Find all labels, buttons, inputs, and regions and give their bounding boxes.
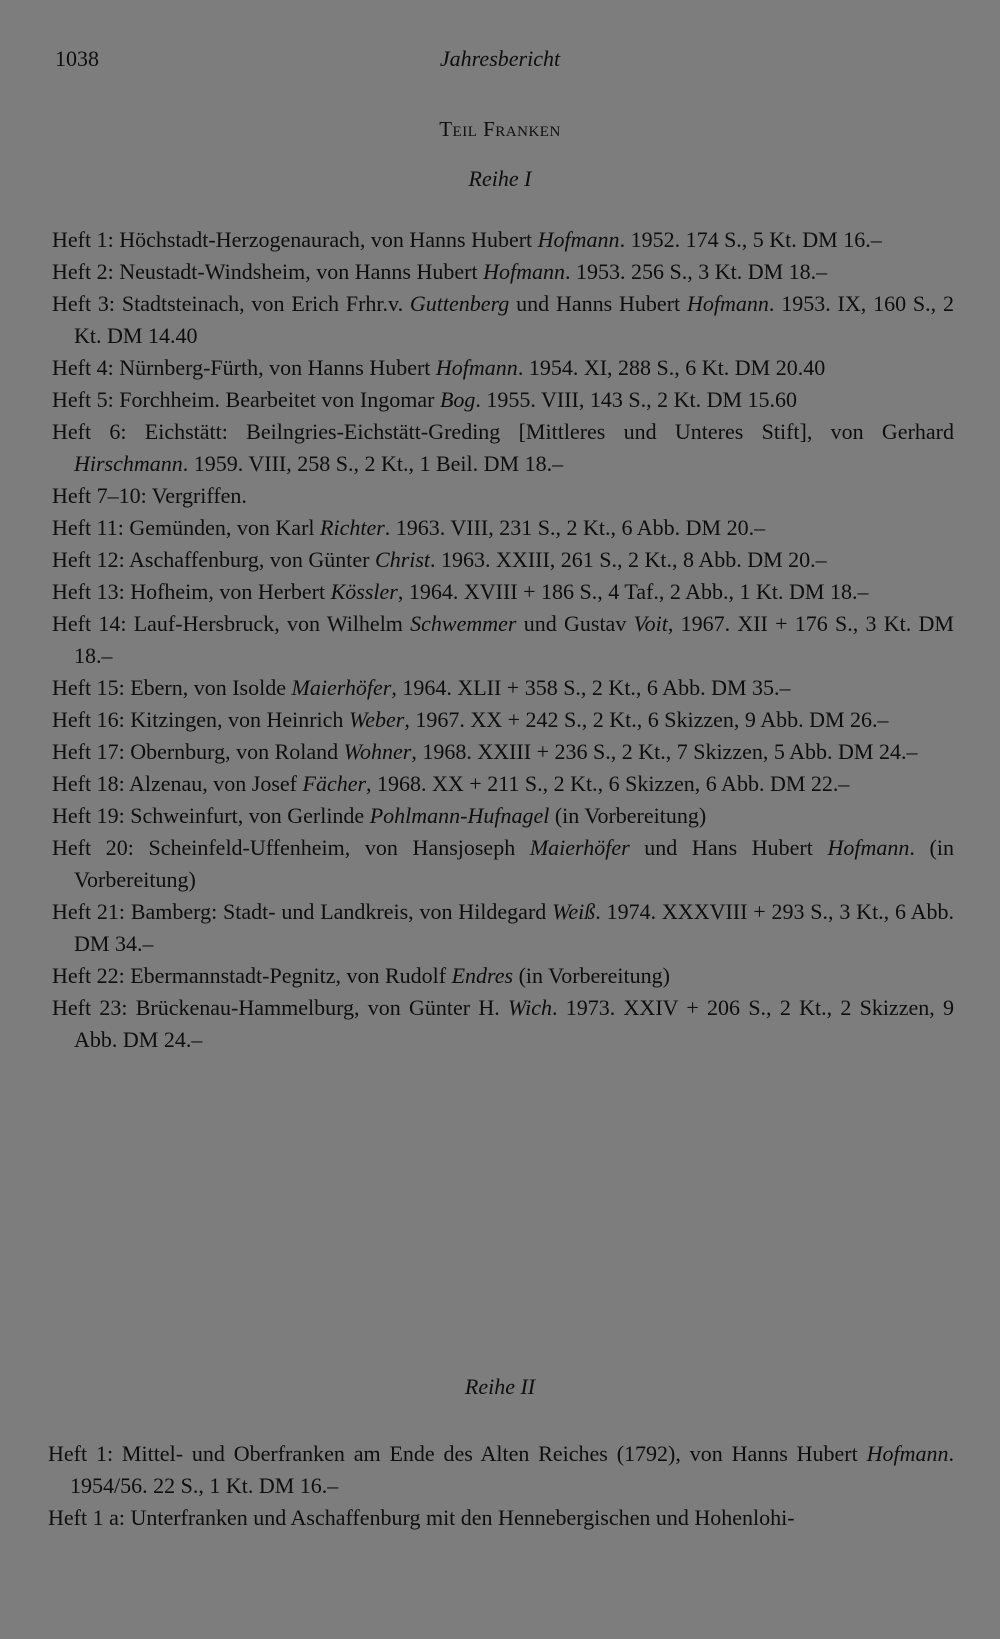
entry-author: Maierhöfer [291,675,392,700]
list-item [52,288,954,352]
entry-list [0,224,1000,1056]
entry-text: und Hanns Hubert [509,291,687,316]
entry-text: . 1973. XXIV + 206 S., 2 Kt., 2 Skizzen, 9 Abb. DM 24.– [74,995,954,1052]
entry-author: Weber [348,707,405,732]
list-item [52,608,954,672]
list-item [52,224,954,256]
section-title: Teil Franken [439,117,561,141]
entry-text: Heft 12: Aschaffenburg, von Günter [52,547,376,572]
list-item [52,736,954,768]
entry-text: Heft 22: Ebermannstadt-Pegnitz, von Rudolf [52,963,452,988]
entry-author: Schwemmer [410,611,517,636]
entry-author: Maierhöfer [529,835,630,860]
entry-list [0,1438,1000,1534]
list-item [52,416,954,480]
entry-text: . 1953. IX, 160 S., 2 Kt. DM 14.40 [74,291,954,348]
list-item [52,480,954,512]
entry-text: (in Vorbereitung) [513,963,670,988]
entry-author: Bog [439,387,476,412]
entry-author: Wich [508,995,553,1020]
entry-text: . 1959. VIII, 258 S., 2 Kt., 1 Beil. DM 18.– [182,451,564,476]
list-item [52,256,954,288]
entry-author: Hofmann [537,227,620,252]
series-title: Reihe I [468,166,532,191]
page-number: 1038 [55,46,99,71]
entry-author: Christ [375,547,431,572]
entry-text: Heft 17: Obernburg, von Roland [52,739,344,764]
list-item [52,576,954,608]
entry-author: Endres [451,963,514,988]
list-item [48,1502,954,1534]
entry-author: Pohlmann-Hufnagel [369,803,550,828]
entry-text: Heft 18: Alzenau, von Josef [52,771,303,796]
entry-text: Heft 14: Lauf-Hersbruck, von Wilhelm [52,611,411,636]
entry-text: . 1974. XXXVIII + 293 S., 3 Kt., 6 Abb. DM 34.– [74,899,954,956]
entry-text: Heft 15: Ebern, von Isolde [52,675,292,700]
entry-author: Hofmann [435,355,518,380]
entry-text: Heft 1: Mittel- und Oberfranken am Ende des Alten Reiches (1792), von Hanns Hubert [48,1441,867,1466]
entry-author: Kössler [330,579,398,604]
entry-text: , 1967. XX + 242 S., 2 Kt., 6 Skizzen, 9 Abb. DM 26.– [404,707,889,732]
entry-author: Wohner [343,739,412,764]
entry-text: Heft 2: Neustadt-Windsheim, von Hanns Hubert [52,259,484,284]
entry-author: Weiß [552,899,596,924]
entry-author: Guttenberg [409,291,510,316]
entry-text: Heft 20: Scheinfeld-Uffenheim, von Hansjoseph [52,835,530,860]
entry-text: und Hans Hubert [629,835,828,860]
entry-text: . 1953. 256 S., 3 Kt. DM 18.– [564,259,828,284]
entry-author: Hofmann [866,1441,949,1466]
entry-text: Heft 1 a: Unterfranken und Aschaffenburg mit den Hennebergischen und Hohenlohi- [48,1505,795,1530]
entry-text: . 1963. XXIII, 261 S., 2 Kt., 8 Abb. DM 20.– [430,547,827,572]
list-item [52,896,954,960]
list-item [52,992,954,1056]
entry-text: Heft 4: Nürnberg-Fürth, von Hanns Hubert [52,355,436,380]
list-item [52,832,954,896]
entry-text: Heft 13: Hofheim, von Herbert [52,579,331,604]
entry-author: Fächer [302,771,367,796]
entry-text: , 1964. XLII + 358 S., 2 Kt., 6 Abb. DM 35.– [391,675,791,700]
entry-author: Voit [633,611,668,636]
entry-text: . 1954/56. 22 S., 1 Kt. DM 16.– [70,1441,954,1498]
running-title: Jahresbericht [439,46,561,71]
entry-text: und Gustav [516,611,634,636]
entry-text: , 1968. XX + 211 S., 2 Kt., 6 Skizzen, 6 Abb. DM 22.– [366,771,850,796]
entry-author: Hofmann [827,835,910,860]
entry-text: (in Vorbereitung) [549,803,707,828]
list-item [48,1438,954,1502]
entry-text: Heft 6: Eichstätt: Beilngries-Eichstätt-Greding [Mittleres und Unteres Stift], von Gerhard [52,419,954,444]
list-item [52,800,954,832]
list-item [52,544,954,576]
entry-text: . 1955. VIII, 143 S., 2 Kt. DM 15.60 [475,387,798,412]
entry-text: , 1964. XVIII + 186 S., 4 Taf., 2 Abb., 1 Kt. DM 18.– [397,579,869,604]
entry-text: Heft 16: Kitzingen, von Heinrich [52,707,349,732]
entry-text: Heft 7–10: Vergriffen. [52,483,247,508]
entry-text: Heft 1: Höchstadt-Herzogenaurach, von Hanns Hubert [52,227,538,252]
entry-text: Heft 21: Bamberg: Stadt- und Landkreis, von Hildegard [52,899,553,924]
entry-author: Richter [320,515,385,540]
list-item [52,384,954,416]
entry-text: . 1954. XI, 288 S., 6 Kt. DM 20.40 [517,355,826,380]
entry-author: Hofmann [483,259,565,284]
entry-author: Hirschmann [74,451,183,476]
list-item [52,352,954,384]
list-item [52,768,954,800]
entry-text: Heft 3: Stadtsteinach, von Erich Frhr.v. [52,291,410,316]
entry-text: . 1963. VIII, 231 S., 2 Kt., 6 Abb. DM 20.– [384,515,766,540]
entry-text: Heft 19: Schweinfurt, von Gerlinde [52,803,370,828]
series-title: Reihe II [464,1374,536,1399]
list-item [52,704,954,736]
entry-text: , 1967. XII + 176 S., 3 Kt. DM 18.– [74,611,954,668]
entry-text: . (in Vorbereitung) [74,835,954,892]
list-item [52,960,954,992]
entry-text: Heft 11: Gemünden, von Karl [52,515,321,540]
entry-text: Heft 23: Brückenau-Hammelburg, von Günter H. [52,995,509,1020]
list-item [52,512,954,544]
list-item [52,672,954,704]
entry-author: Hofmann [686,291,769,316]
entry-text: , 1968. XXIII + 236 S., 2 Kt., 7 Skizzen, 5 Abb. DM 24.– [411,739,918,764]
entry-text: . 1952. 174 S., 5 Kt. DM 16.– [619,227,882,252]
entry-text: Heft 5: Forchheim. Bearbeitet von Ingomar [52,387,440,412]
